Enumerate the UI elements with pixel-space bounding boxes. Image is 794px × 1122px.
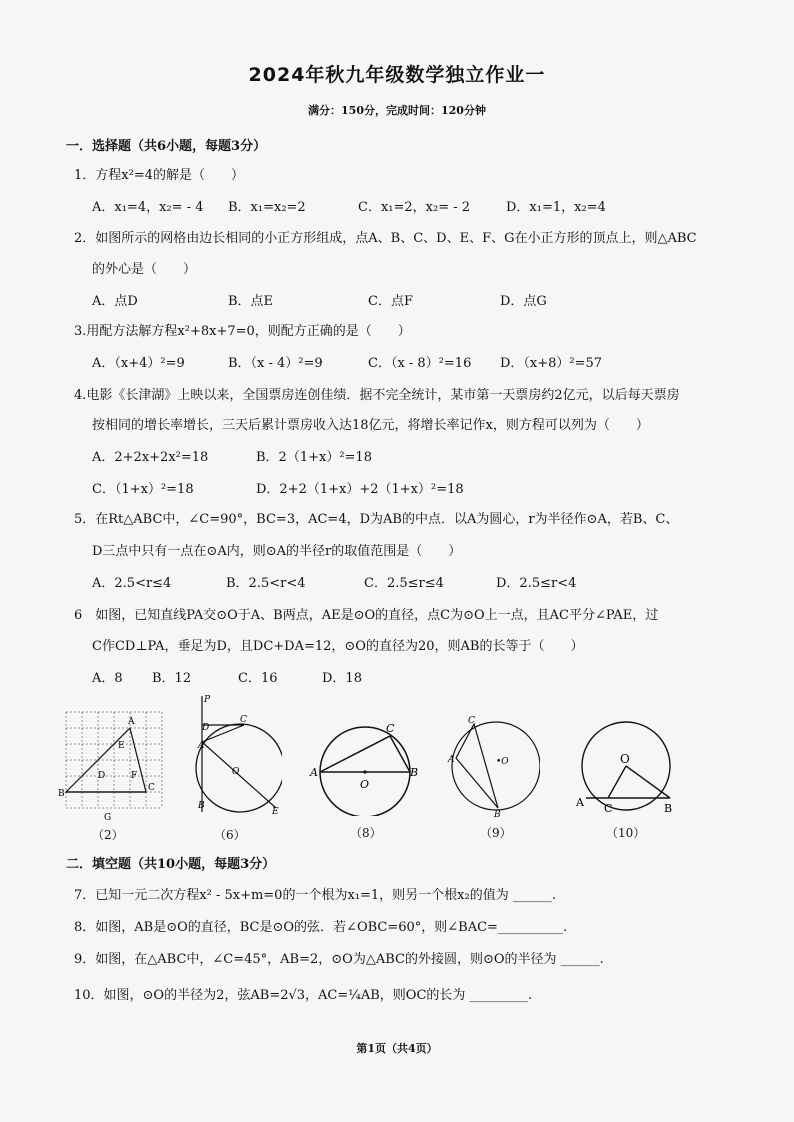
question-5-stem-line1: 5．在Rt△ABC中，∠C=90°，BC=3，AC=4，D为AB的中点．以A为圆心，r为半径作⊙A，若B、C、	[74, 512, 679, 527]
q6-option-b: B．12	[152, 671, 192, 686]
question-10: 10．如图，⊙O的半径为2，弦AB=2√3，AC=¼AB，则OC的长为 _________.	[74, 988, 533, 1003]
section-fill-heading: 二．填空题（共10小题，每题3分）	[66, 857, 276, 872]
q4-option-c: C．（1+x）²=18	[92, 482, 194, 497]
question-2-stem-line1: 2．如图所示的网格由边长相同的小正方形组成，点A、B、C、D、E、F、G在小正方形的顶点上，则△ABC	[74, 231, 697, 246]
q3-option-b: B．（x - 4）²=9	[228, 356, 323, 371]
figure-2-caption: （2）	[92, 828, 124, 842]
fig6-label-d: D	[202, 723, 210, 733]
figure-9-caption: （9）	[480, 826, 512, 840]
fig9-label-a: A	[448, 755, 455, 765]
figure-6-caption: （6）	[214, 828, 246, 842]
question-4-stem-line1: 4.电影《长津湖》上映以来，全国票房连创佳绩．据不完全统计，某市第一天票房约2亿元，以后每天票房	[74, 388, 680, 403]
q1-option-d: D．x₁=1，x₂=4	[506, 200, 606, 215]
q5-option-a: A．2.5<r≤4	[92, 576, 172, 591]
q4-option-d: D．2+2（1+x）+2（1+x）²=18	[256, 482, 464, 497]
question-3-stem: 3.用配方法解方程x²+8x+7=0，则配方正确的是（ ）	[74, 324, 411, 339]
q5-option-c: C．2.5≤r≤4	[364, 576, 444, 591]
q6-option-d: D．18	[322, 671, 362, 686]
fig6-label-b: B	[198, 801, 205, 811]
q2-option-b: B．点E	[228, 294, 274, 309]
fig6-label-a: A	[198, 741, 205, 751]
fig2-label-d: D	[98, 771, 106, 781]
fig8-label-a: A	[310, 766, 318, 779]
fig6-label-p: P	[204, 695, 211, 705]
figure-9-circle	[444, 714, 540, 818]
fig6-label-e: E	[272, 807, 279, 817]
q3-option-c: C．（x - 8）²=16	[368, 356, 472, 371]
page-footer: 第1页（共4页）	[356, 1042, 438, 1055]
fig2-label-e: E	[118, 741, 125, 751]
q1-option-b: B．x₁=x₂=2	[228, 200, 306, 215]
fig2-label-c: C	[148, 783, 155, 793]
fig2-label-b: B	[58, 789, 65, 799]
figure-10-circle	[574, 716, 674, 816]
q1-option-c: C．x₁=2，x₂= - 2	[358, 200, 471, 215]
question-2-stem-line2: 的外心是（ ）	[92, 262, 197, 277]
fig8-label-b: B	[410, 766, 419, 779]
q2-option-a: A．点D	[92, 294, 138, 309]
fig10-label-c: C	[604, 802, 613, 815]
q4-option-b: B．2（1+x）²=18	[256, 450, 372, 465]
q2-option-d: D．点G	[500, 294, 547, 309]
q1-option-a: A．x₁=4，x₂= - 4	[92, 200, 204, 215]
figure-6-circle	[192, 690, 282, 818]
q5-option-b: B．2.5<r<4	[226, 576, 306, 591]
q4-option-a: A．2+2x+2x²=18	[92, 450, 209, 465]
figure-8-circle	[308, 716, 420, 816]
question-4-stem-line2: 按相同的增长率增长，三天后累计票房收入达18亿元，将增长率记作x，则方程可以列为（ ）	[92, 418, 649, 433]
fig8-label-o: O	[360, 778, 370, 791]
section-choice-heading: 一．选择题（共6小题，每题3分）	[66, 139, 267, 154]
fig9-label-c: C	[468, 716, 475, 726]
score-time-info: 满分：150分，完成时间：120分钟	[308, 104, 486, 117]
question-6-stem-line1: 6 如图，已知直线PA交⊙O于A、B两点，AE是⊙O的直径，点C为⊙O上一点，且AC平分∠PAE，过	[74, 608, 659, 623]
q5-option-d: D．2.5≤r<4	[496, 576, 577, 591]
q3-option-d: D．（x+8）²=57	[500, 356, 603, 371]
fig2-label-f: F	[131, 771, 138, 781]
fig2-label-g: G	[104, 813, 112, 823]
figure-8-caption: （8）	[350, 826, 382, 840]
question-6-stem-line2: C作CD⊥PA，垂足为D，且DC+DA=12，⊙O的直径为20，则AB的长等于（ ）	[92, 639, 584, 654]
fig6-label-o: O	[232, 767, 240, 777]
fig10-label-o: O	[620, 752, 630, 766]
question-1-stem: 1．方程x²=4的解是（ ）	[74, 168, 244, 183]
q6-option-a: A．8	[92, 671, 123, 686]
question-7: 7．已知一元二次方程x² - 5x+m=0的一个根为x₁=1，则另一个根x₂的值为 ______.	[74, 888, 556, 903]
q3-option-a: A．（x+4）²=9	[92, 356, 185, 371]
figure-10-caption: （10）	[606, 826, 646, 840]
fig2-label-a: A	[128, 717, 135, 727]
q2-option-c: C．点F	[368, 294, 413, 309]
question-8: 8．如图，AB是⊙O的直径，BC是⊙O的弦．若∠OBC=60°，则∠BAC=__________.	[74, 920, 568, 935]
question-9: 9．如图，在△ABC中，∠C=45°，AB=2，⊙O为△ABC的外接圆，则⊙O的半径为 ______.	[74, 952, 604, 967]
fig9-label-b: B	[494, 810, 501, 818]
page-title: 2024年秋九年级数学独立作业一	[248, 64, 546, 86]
fig6-label-c: C	[240, 715, 247, 725]
fig9-label-o: •O	[496, 757, 509, 767]
question-5-stem-line2: D三点中只有一点在⊙A内，则⊙A的半径r的取值范围是（ ）	[92, 544, 462, 559]
fig10-label-b: B	[664, 802, 673, 815]
fig10-label-a: A	[576, 796, 584, 809]
figure-2-grid-triangle	[58, 704, 168, 824]
fig8-label-c: C	[386, 722, 395, 735]
q6-option-c: C．16	[238, 671, 278, 686]
